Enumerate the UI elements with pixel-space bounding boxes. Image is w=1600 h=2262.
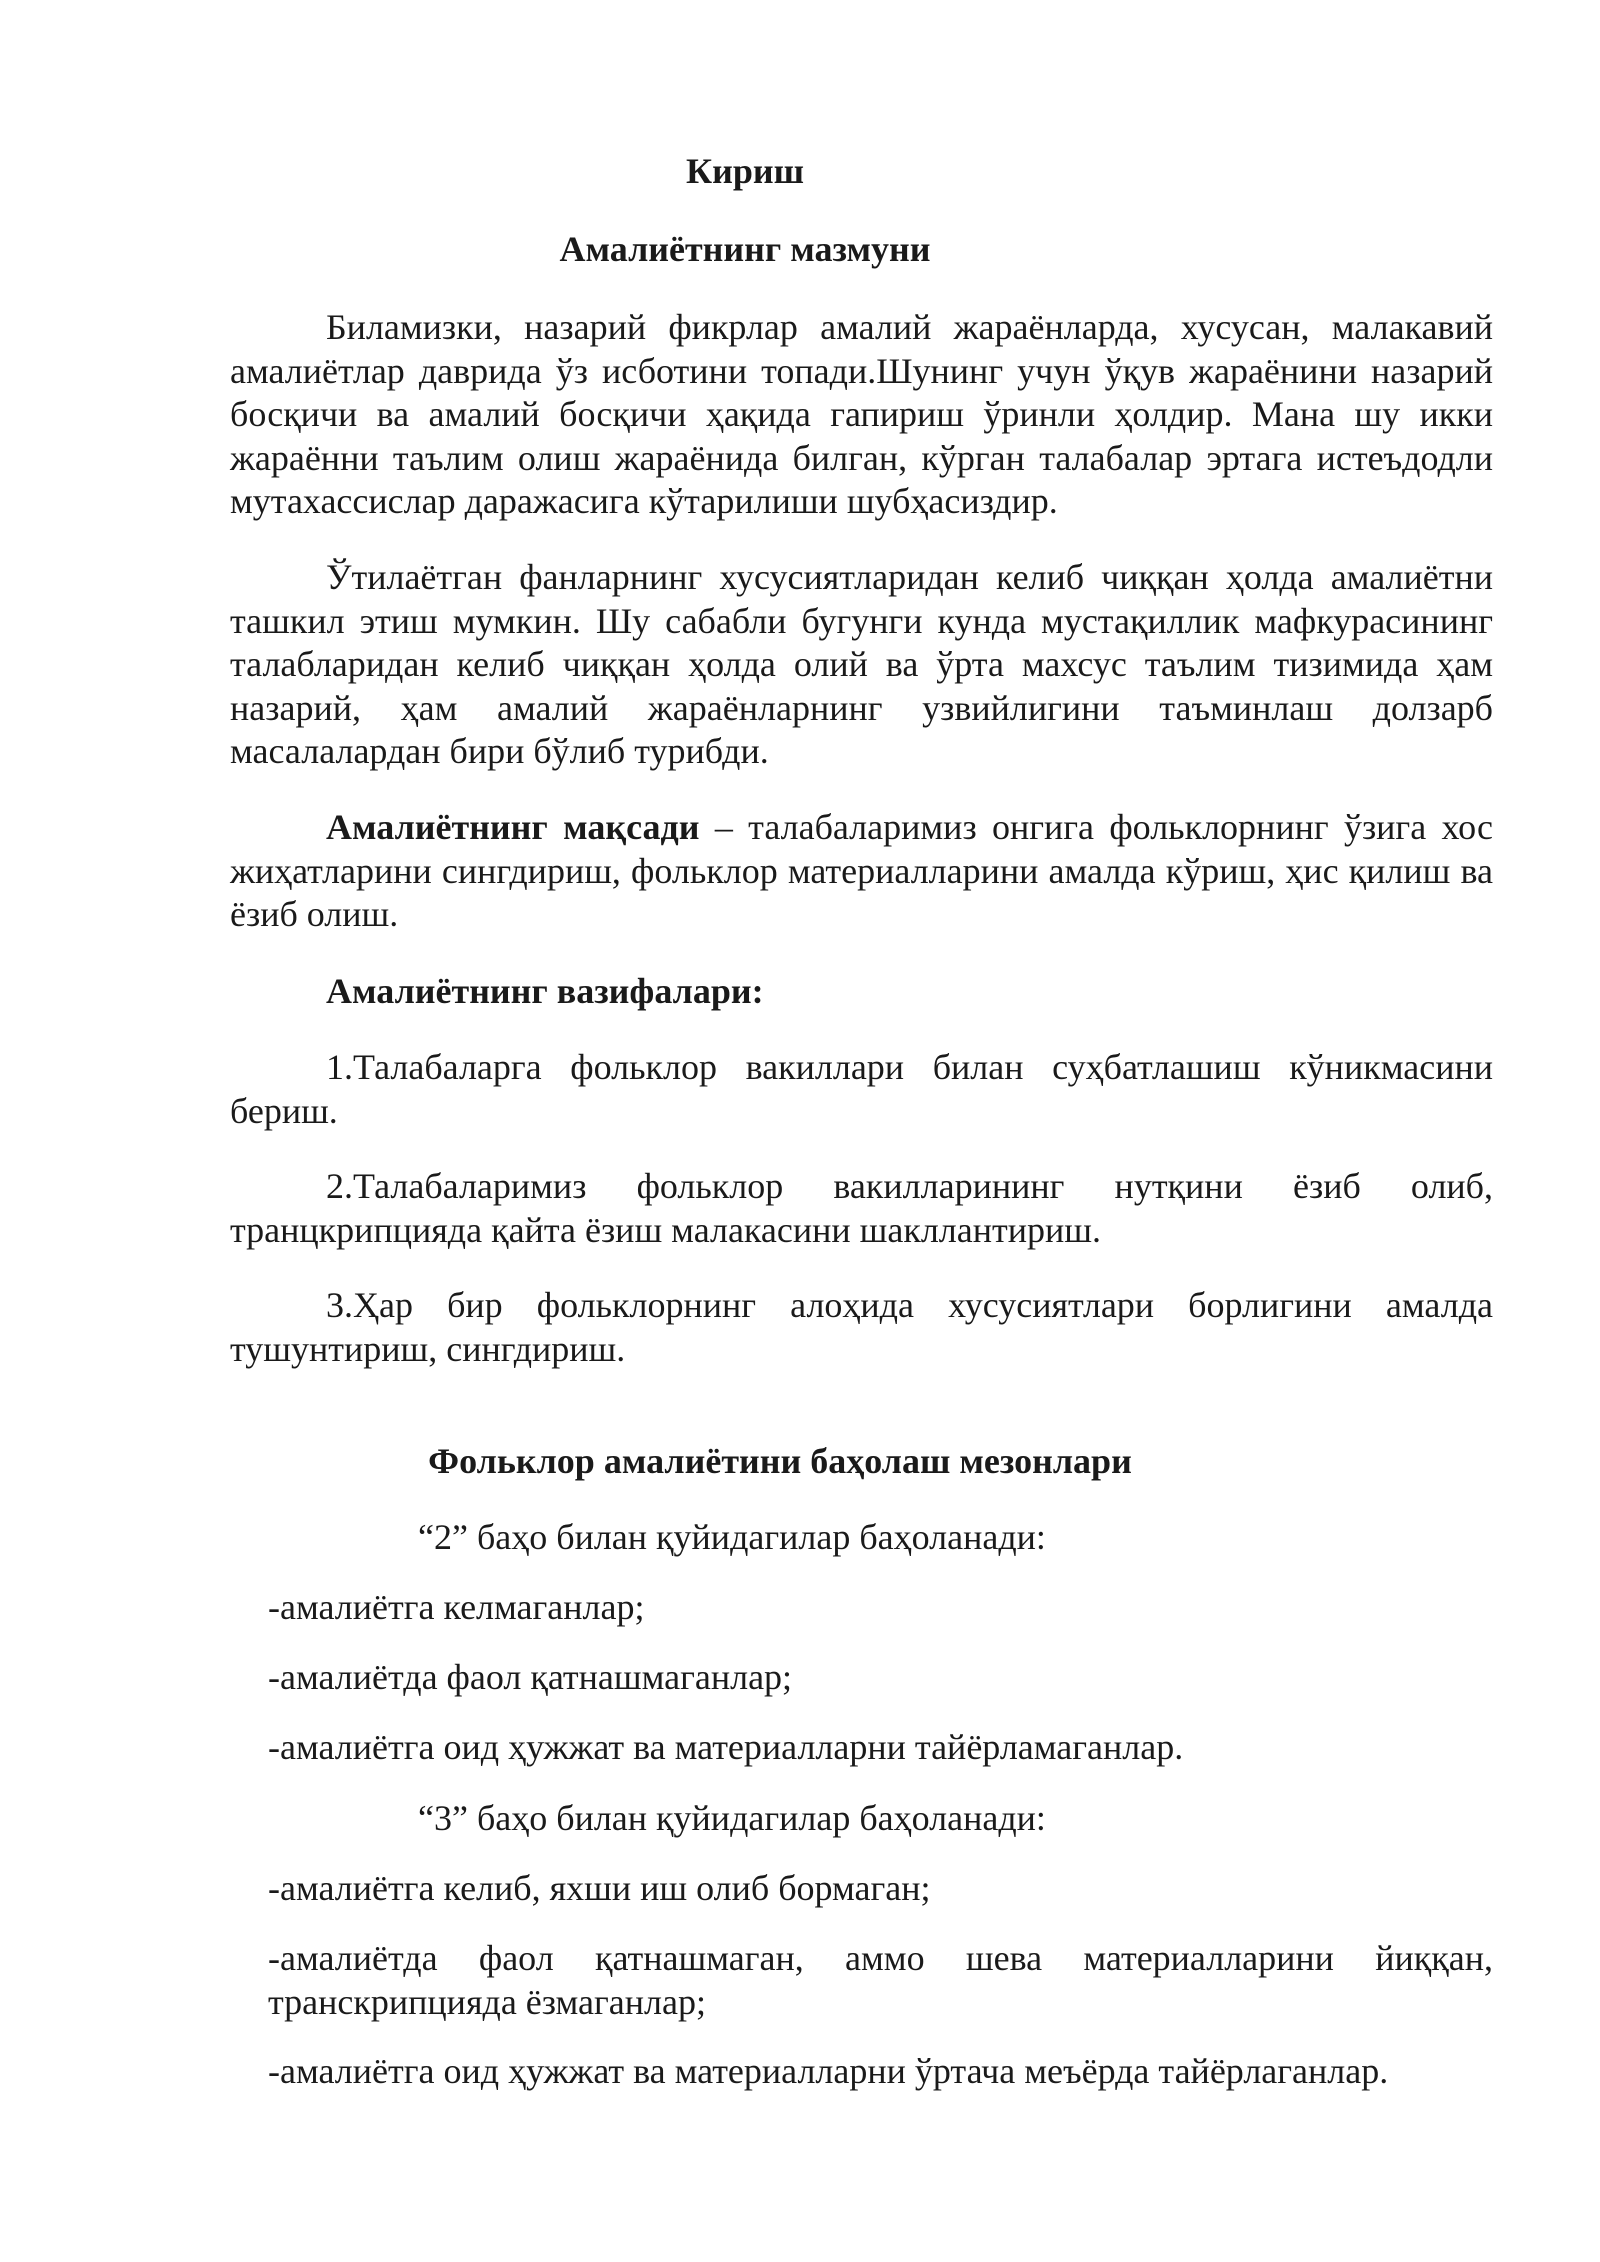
- goal-label: Амалиётнинг мақсади: [326, 807, 700, 847]
- task-item: 3.Ҳар бир фольклорнинг алоҳида хусусиятлари борлигини амалда тушунтириш, сингдириш.: [230, 1285, 1493, 1369]
- grade-2-intro: “2” баҳо билан қуйидагилар баҳоланади:: [418, 1517, 1046, 1557]
- grade-3-item: -амалиётга келиб, яхши иш олиб бормаган;: [268, 1868, 931, 1908]
- grade-3-item: -амалиётда фаол қатнашмаган, аммо шева материалларини йиққан, транскрипцияда ёзмаганлар;: [268, 1938, 1493, 2022]
- paragraph-organization: Ўтилаётган фанларнинг хусусиятларидан келиб чиққан ҳолда амалиётни ташкил этиш мумкин. Шу сабабли бугунги кунда мустақиллик мафкурасининг талабларидан келиб чиққан ҳолда олий ва ўрта махсус таълим тизимида ҳам назарий, ҳам амалий жараёнларнинг узвийлигини таъминлаш долзарб масалалардан бири бўлиб турибди.: [230, 557, 1493, 771]
- grade-3-intro: “3” баҳо билан қуйидагилар баҳоланади:: [418, 1798, 1046, 1838]
- paragraph-intro: Биламизки, назарий фикрлар амалий жараёнларда, хусусан, малакавий амалиётлар даврида ўз исботини топади.Шунинг учун ўқув жараёнини назарий босқичи ва амалий босқичи ҳақида гапириш ўринли ҳолдир. Мана шу икки жараённи таълим олиш жараёнида билган, кўрган талабалар эртага истеъдодли мутахассислар даражасига кўтарилиши шубҳасиздир.: [230, 307, 1493, 521]
- task-item: 1.Талабаларга фольклор вакиллари билан суҳбатлашиш кўникмасини бериш.: [230, 1047, 1493, 1131]
- grade-2-item: -амалиётга оид ҳужжат ва материалларни тайёрламаганлар.: [268, 1727, 1184, 1767]
- tasks-heading: Амалиётнинг вазифалари:: [326, 971, 764, 1011]
- page-title: Кириш: [685, 151, 804, 191]
- goal-text: – талабаларимиз онгига фольклорнинг ўзига хос жиҳатларини сингдириш, фольклор материалларини амалда кўриш, ҳис қилиш ва ёзиб олиш.: [230, 807, 1494, 934]
- grade-2-item: -амалиётда фаол қатнашмаганлар;: [268, 1657, 793, 1697]
- section-subtitle: Амалиётнинг мазмуни: [559, 229, 931, 269]
- criteria-heading: Фольклор амалиётини баҳолаш мезонлари: [428, 1441, 1132, 1481]
- paragraph-goal: [230, 806, 1493, 937]
- task-item: 2.Талабаларимиз фольклор вакилларининг нутқини ёзиб олиб, транцкрипцияда қайта ёзиш малакасини шакллантириш.: [230, 1166, 1493, 1250]
- grade-3-item: -амалиётга оид ҳужжат ва материалларни ўртача меъёрда тайёрлаганлар.: [268, 2051, 1389, 2091]
- grade-2-item: -амалиётга келмаганлар;: [268, 1587, 645, 1627]
